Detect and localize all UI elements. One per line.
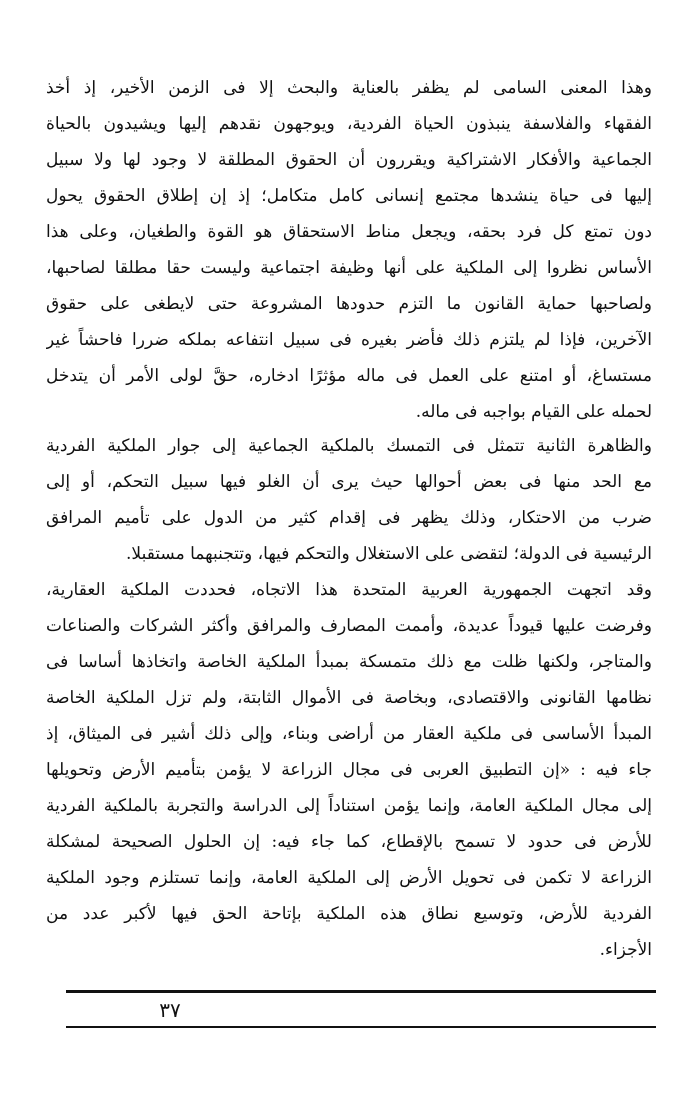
- text-line: والظاهرة الثانية تتمثل فى التمسك بالملكية الجماعية إلى جوار الملكية الفردية: [46, 436, 652, 456]
- page-number: ٣٧: [159, 998, 181, 1022]
- text-line: الآخرين، فإذا لم يلتزم ذلك فأضر بغيره فى سبيل انتفاعه بملكه ضررا فاحشاً غير: [46, 330, 652, 350]
- text-line: الأجزاء.: [599, 940, 652, 960]
- text-line: إليها فى حياة ينشدها مجتمع إنسانى كامل متكامل؛ إذ إن إطلاق الحقوق يحول: [46, 186, 652, 206]
- text-line: دون تمتع كل فرد بحقه، ويجعل مناط الاستحقاق هو القوة والطغيان، وعلى هذا: [46, 222, 652, 242]
- text-line: إلى مجال الملكية العامة، وإنما يؤمن استناداً إلى الدراسة والتجربة بالملكية الفردية: [46, 796, 652, 816]
- text-line: مستساغ، أو امتنع على العمل فى ماله مؤثرًا ادخاره، حقَّ لولى الأمر أن يتدخل: [46, 366, 652, 386]
- paragraph-1: [46, 70, 652, 430]
- text-line: الفردية للأرض، وتوسيع نطاق هذه الملكية بإتاحة الحق فيها لأكبر عدد من: [46, 904, 652, 924]
- text-line: وقد اتجهت الجمهورية العربية المتحدة هذا الاتجاه، فحددت الملكية العقارية،: [46, 580, 652, 600]
- footer-rule-top: [66, 990, 656, 993]
- text-line: ولصاحبها حماية القانون ما التزم حدودها المشروعة حتى لايطغى على حقوق: [46, 294, 652, 314]
- text-line: مع الحد منها فى بعض أحوالها حيث يرى أن الغلو فيها سبيل التحكم، أو إلى: [46, 472, 652, 492]
- text-line: والمتاجر، ولكنها ظلت مع ذلك متمسكة بمبدأ الملكية الخاصة واتخاذها أساسا فى: [46, 652, 652, 672]
- text-line: ضرب من الاحتكار، وذلك يظهر فى إقدام كثير من الدول على تأميم المرافق: [46, 508, 652, 528]
- text-line: نظامها القانونى والاقتصادى، وبخاصة فى الأموال الثابتة، ولم تزل الملكية الخاصة: [46, 688, 652, 708]
- text-line: وهذا المعنى السامى لم يظفر بالعناية والبحث إلا فى الزمن الأخير، إذ أخذ: [46, 78, 652, 98]
- footer-rule-bottom: [66, 1026, 656, 1028]
- text-line: المبدأ الأساسى فى ملكية العقار من أراضى وبناء، وإلى ذلك أشير فى الميثاق، إذ: [46, 724, 652, 744]
- text-line: الفقهاء والفلاسفة ينبذون الحياة الفردية، ويوجهون نقدهم إليها ويشيدون بالحياة: [46, 114, 652, 134]
- text-line: الرئيسية فى الدولة؛ لتقضى على الاستغلال والتحكم فيها، وتتجنبهما مستقبلا.: [126, 544, 652, 564]
- paragraph-3: [46, 572, 652, 968]
- text-line: وفرضت عليها قيوداً عديدة، وأممت المصارف والمرافق وأكثر الشركات والصناعات: [46, 616, 652, 636]
- text-line: الجماعية والأفكار الاشتراكية ويقررون أن الحقوق المطلقة لا وجود لها ولا سبيل: [46, 150, 652, 170]
- text-line: الأساس نظروا إلى الملكية على أنها وظيفة اجتماعية وليست حقا مطلقا لصاحبها،: [46, 258, 652, 278]
- text-line: لحمله على القيام بواجبه فى ماله.: [415, 402, 652, 422]
- text-line: جاء فيه : «إن التطبيق العربى فى مجال الزراعة لا يؤمن بتأميم الأرض وتحويلها: [46, 760, 652, 780]
- paragraph-2: [46, 428, 652, 572]
- text-line: الزراعة لا تكمن فى تحويل الأرض إلى الملكية العامة، وإنما تستلزم وجود الملكية: [46, 868, 652, 888]
- text-line: للأرض فى حدود لا تسمح بالإقطاع، كما جاء فيه: إن الحلول الصحيحة لمشكلة: [46, 832, 652, 852]
